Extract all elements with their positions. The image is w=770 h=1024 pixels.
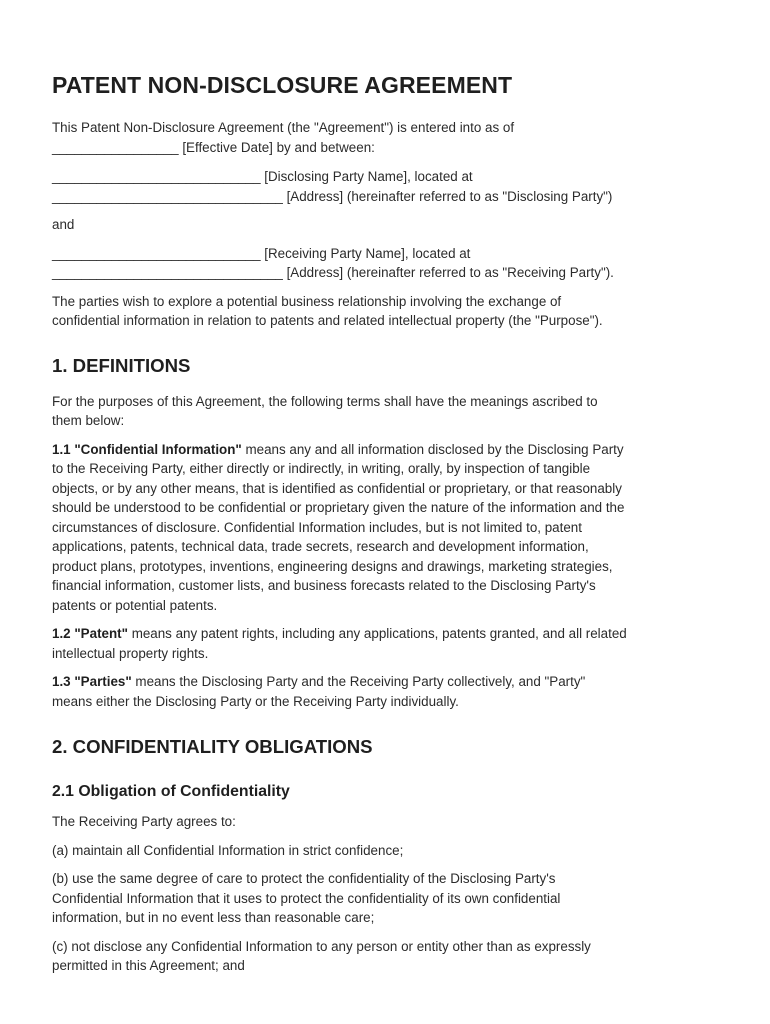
document-title: PATENT NON-DISCLOSURE AGREEMENT xyxy=(52,72,513,98)
section-1-heading: 1. DEFINITIONS xyxy=(52,354,191,376)
obligation-item-b-line-3: information, but in no event less than reasonable care; xyxy=(52,910,375,925)
definition-1-1-line-5: circumstances of disclosure. Confidential Information includes, but is not limited to, patent xyxy=(52,519,582,535)
obligation-item-c-line-1: (c) not disclose any Confidential Information to any person or entity other than as expressly xyxy=(52,938,591,954)
receiving-line-1: ____________________________ [Receiving Party Name], located at xyxy=(52,245,471,261)
purpose-line-1: The parties wish to explore a potential business relationship involving the exchange of xyxy=(52,293,562,309)
obligation-item-c xyxy=(52,937,724,976)
definition-1-2-line-1: means any patent rights, including any applications, patents granted, and all related xyxy=(127,626,627,641)
definition-1-1-line-6: applications, patents, technical data, trade secrets, research and development information, xyxy=(52,539,589,554)
definition-1-2 xyxy=(52,624,724,663)
section-2-1-heading: 2.1 Obligation of Confidentiality xyxy=(52,783,290,800)
obligation-item-b-line-2: Confidential Information that it uses to protect the confidentiality of its own confidential xyxy=(52,890,561,906)
obligation-item-b-line-1: (b) use the same degree of care to protect the confidentiality of the Disclosing Party's xyxy=(52,871,556,886)
obligation-item-a: (a) maintain all Confidential Information in strict confidence; xyxy=(52,842,404,858)
purpose-line-2: confidential information in relation to patents and related intellectual property (the "Purpose"). xyxy=(52,313,603,328)
definition-1-3-line-2: means either the Disclosing Party or the Receiving Party individually. xyxy=(52,693,459,709)
definitions-intro-line-1: For the purposes of this Agreement, the following terms shall have the meanings ascribed to xyxy=(52,393,598,409)
definition-1-3 xyxy=(52,672,724,711)
receiving-party-agrees: The Receiving Party agrees to: xyxy=(52,814,236,829)
definition-1-2-line-2: intellectual property rights. xyxy=(52,645,209,661)
definition-1-1-line-2: to the Receiving Party, either directly or indirectly, in writing, orally, by inspection of tangible xyxy=(52,461,591,476)
obligation-item-c-line-2: permitted in this Agreement; and xyxy=(52,958,245,973)
document-body xyxy=(52,72,724,976)
definition-1-1-line-7: product plans, prototypes, inventions, engineering designs and drawings, marketing strategies, xyxy=(52,558,613,574)
receiving-party-paragraph xyxy=(52,244,724,283)
definition-1-1-line-9: patents or potential patents. xyxy=(52,597,218,613)
definitions-intro-line-2: them below: xyxy=(52,413,125,428)
intro-line-2: _________________ [Effective Date] by and between: xyxy=(52,139,375,155)
definition-1-1-line-1: means any and all information disclosed by the Disclosing Party xyxy=(241,441,624,457)
definition-1-1-line-3: objects, or by any other means, that is identified as confidential or proprietary, or that reasonably xyxy=(52,480,622,496)
intro-paragraph xyxy=(52,118,724,157)
definition-1-1 xyxy=(52,440,724,616)
definition-1-1-line-4: should be understood to be confidential or proprietary given the nature of the information and the xyxy=(52,500,625,515)
definition-1-1-term: 1.1 "Confidential Information" xyxy=(52,441,242,457)
definition-1-1-line-8: financial information, customer lists, and business forecasts related to the Disclosing Party's xyxy=(52,578,596,593)
obligation-item-b xyxy=(52,869,724,928)
definitions-intro xyxy=(52,392,724,431)
definition-1-3-term: 1.3 "Parties" xyxy=(52,674,132,689)
purpose-paragraph xyxy=(52,292,724,331)
disclosing-party-paragraph xyxy=(52,167,724,206)
disclosing-line-1: ____________________________ [Disclosing Party Name], located at xyxy=(52,169,473,184)
disclosing-line-2: _______________________________ [Address] (hereinafter referred to as "Disclosing Party") xyxy=(52,188,613,204)
intro-line-1: This Patent Non-Disclosure Agreement (the "Agreement") is entered into as of xyxy=(52,120,515,135)
section-2-heading: 2. CONFIDENTIALITY OBLIGATIONS xyxy=(52,736,373,757)
receiving-line-2: _______________________________ [Address] (hereinafter referred to as "Receiving Party"). xyxy=(52,265,614,280)
and-text: and xyxy=(52,217,75,232)
definition-1-3-line-1: means the Disclosing Party and the Receiving Party collectively, and "Party" xyxy=(131,674,586,689)
definition-1-2-term: 1.2 "Patent" xyxy=(52,626,128,641)
